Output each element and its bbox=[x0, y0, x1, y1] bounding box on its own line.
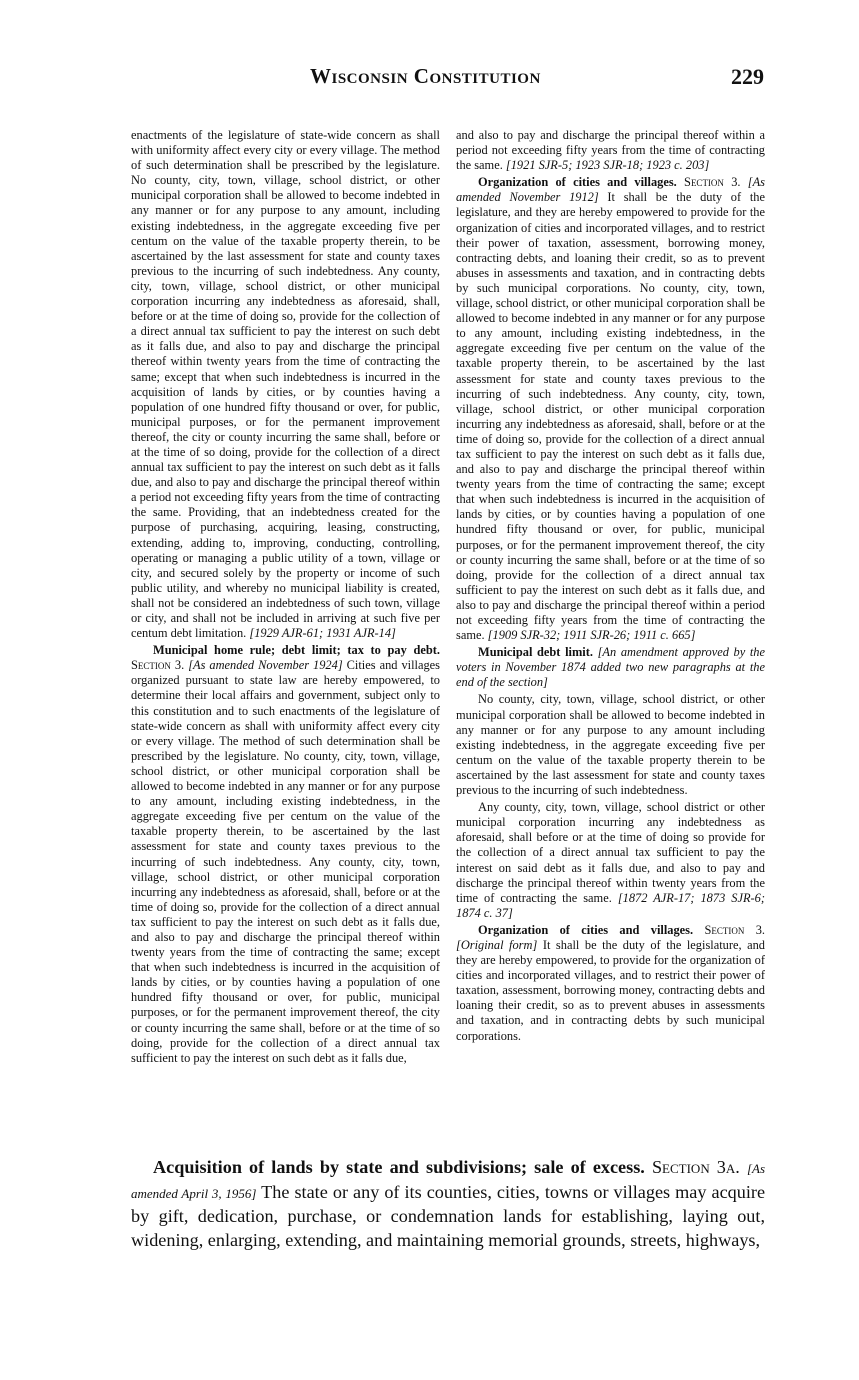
right-column bbox=[456, 128, 765, 1046]
section-text: Cities and villages organized pursuant to state law are hereby empowered, to determine their local affairs and government, subject only to this constitution and to such enactments of the legislature of state-wide concern as shall with uniformity affect every city or every village. The method of such determination shall be prescribed by the legislature. No county, city, town, village, school district, or other municipal corporation shall be allowed to become indebted in any manner or for any purpose to any amount, including existing indebtedness, in the aggregate exceeding five per centum on the value of the taxable property therein, to be ascertained by the last assessment for state and county taxes previous to the incurring of such indebtedness. Any county, city, town, village, school district, or other municipal corporation incurring any indebtedness as aforesaid, shall, before or at the time of doing so, provide for the collection of a direct annual tax sufficient to pay the interest on such debt as it falls due, and also to pay and discharge the principal thereof within twenty years from the time of contracting the same; except that when such indebtedness is incurred in the acquisition of lands by cities, or by counties having a population of one hundred fifty thousand or over, for public, municipal purposes, or for the permanent improvement thereof, the city or county incurring the same shall, before or at the time of so doing, provide for the collection of a direct annual tax sufficient to pay the interest on such debt as it falls due, bbox=[131, 658, 440, 1065]
left-column bbox=[131, 128, 440, 1068]
paragraph-text: Any county, city, town, village, school district or other municipal corporation incurring any indebtedness as aforesaid, shall before or at the time of doing so provide for the collection of a direct annual tax sufficient to pay the interest on said debt as it falls due, and also to pay and discharge the principal thereof within twenty years from the time of contracting the same. bbox=[456, 800, 765, 905]
page-number: 229 bbox=[731, 64, 764, 89]
amendment-note: [As amended November 1912] bbox=[456, 175, 765, 205]
section-text: It shall be the duty of the legislature, and they are hereby empowered, to provide for the organization of cities and incorporated villages, and to restrict their power of taxation, assessment, borrowing money, contracting debts and loaning their credit, so as to prevent abuses in assessments and taxation, and in contracting debts by such municipal corporations. bbox=[456, 937, 765, 1043]
running-title: Wisconsin Constitution bbox=[310, 64, 541, 88]
debt-limit-paragraph-2 bbox=[456, 800, 765, 921]
section-organization-original bbox=[456, 923, 765, 1044]
section-municipal-debt-limit bbox=[456, 645, 765, 690]
amendment-note: [An amendment approved by the voters in November 1874 added two new paragraphs at the end of the section] bbox=[456, 645, 766, 690]
page-header bbox=[0, 64, 859, 94]
section-acquisition-of-lands bbox=[131, 1156, 765, 1252]
amendment-note: [As amended April 3, 1956] bbox=[131, 1161, 765, 1201]
section-heading: Municipal home rule; debt limit; tax to pay debt. bbox=[153, 643, 440, 658]
section-number: Section 3. bbox=[131, 658, 185, 673]
amendment-note: [As amended November 1924] bbox=[188, 658, 343, 673]
history-citation: [1921 SJR-5; 1923 SJR-18; 1923 c. 203] bbox=[505, 158, 710, 173]
section-heading: Organization of cities and villages. bbox=[478, 922, 694, 937]
section-organization-1912 bbox=[456, 175, 765, 643]
section-heading: Acquisition of lands by state and subdivisions; sale of excess. bbox=[153, 1157, 645, 1177]
continuation-paragraph bbox=[131, 128, 440, 641]
section-municipal-home-rule bbox=[131, 643, 440, 1066]
history-citation: [1909 SJR-32; 1911 SJR-26; 1911 c. 665] bbox=[487, 628, 696, 643]
section-text: It shall be the duty of the legislature, and they are hereby empowered to provide for the organization of cities and incorporated villages, and to restrict their power of taxation, assessment, borrowing money, contracting debts, and loaning their credit, so as to prevent abuses in assessments and taxation, and in contracting debts by such municipal corporations. No county, city, town, village, school district, or other municipal corporation shall be allowed to become indebted in any manner or for any purpose to any amount, including existing indebtedness, in the aggregate exceeding five per centum on the value of the taxable property therein, to be ascertained by the last assessment for state and county taxes previous to the incurring of such indebtedness. Any county, city, town, village, school district, or other municipal corporation incurring any indebtedness as aforesaid, shall, before or at the time of doing so, provide for the collection of a direct annual tax sufficient to pay the interest on such debt as it falls due, and also to pay and discharge the principal thereof within twenty years from the time of contracting the same; except that when such indebtedness is incurred in the acquisition of lands by cities, or by counties having a population of one hundred fifty thousand or over, for public, municipal purposes, or for the permanent improvement thereof, the city or county incurring the same shall, before or at the time of so doing, provide for the collection of a direct annual tax sufficient to pay the interest on such debt as it falls due, and also to pay and discharge the principal thereof within a period not exceeding fifty years from the time of contracting the same. bbox=[456, 190, 765, 643]
section-text: The state or any of its counties, cities, towns or villages may acquire by gift, dedication, purchase, or condemnation lands for establishing, laying out, widening, enlarging, extending, and maintaining memorial grounds, streets, highways, bbox=[131, 1181, 766, 1250]
paragraph-text: and also to pay and discharge the principal thereof within a period not exceeding fifty years from the time of contracting the same. bbox=[456, 128, 765, 173]
section-heading: Organization of cities and villages. bbox=[478, 175, 677, 190]
amendment-note: [Original form] bbox=[456, 937, 538, 952]
section-number: Section 3a. bbox=[651, 1157, 740, 1177]
section-heading: Municipal debt limit. bbox=[478, 645, 593, 660]
section-number: Section 3. bbox=[704, 922, 765, 937]
paragraph-text: enactments of the legislature of state-wide concern as shall with uniformity affect every city or every village. The method of such determination shall be prescribed by the legislature. No county, city, town, village, school district, or other municipal corporation shall be allowed to become indebted in any manner or for any purpose to any amount, including existing indebtedness, in the aggregate exceeding five per centum on the value of the taxable property therein, to be ascertained by the last assessment for state and county taxes previous to the incurring of such indebtedness. Any county, city, town, village, school district, or other municipal corporation incurring any indebtedness as aforesaid, shall, before or at the time of doing so, provide for the collection of a direct annual tax sufficient to pay the interest on such debt as it falls due, and also to pay and discharge the principal thereof within twenty years from the time of contracting the same; except that when such indebtedness is incurred in the acquisition of lands by cities, or by counties having a population of one hundred fifty thousand or over, for public, municipal purposes, or for the permanent improvement thereof, the city or county incurring the same shall, before or at the time of so doing, provide for the collection of a direct annual tax sufficient to pay the interest on such debt as it falls due, and also to pay and discharge the principal thereof within a period not exceeding fifty years from the time of contracting the same. Providing, that an indebtedness created for the purpose of purchasing, acquiring, leasing, constructing, extending, adding to, improving, conducting, controlling, operating or managing a public utility of a town, village or city, and secured solely by the property or income of such public utility, and whereby no municipal liability is created, shall not be considered an indebtedness of such town, village or city, and shall not be included in arriving at such five per centum debt limitation. bbox=[131, 128, 440, 641]
history-citation: [1872 AJR-17; 1873 SJR-6; 1874 c. 37] bbox=[456, 890, 765, 920]
history-citation: [1929 AJR-61; 1931 AJR-14] bbox=[249, 626, 396, 641]
continuation-paragraph bbox=[456, 128, 765, 173]
section-number: Section 3. bbox=[684, 175, 741, 190]
debt-limit-paragraph-1: No county, city, town, village, school district, or other municipal corporation shall be allowed to become indebted in any manner or for any purpose to any amount including existing indebtedness, in the aggregate exceeding five per centum on the value of the taxable property therein to be ascertained by the last assessment for state and county taxes previous to the incurring of such indebtedness. bbox=[456, 692, 765, 798]
